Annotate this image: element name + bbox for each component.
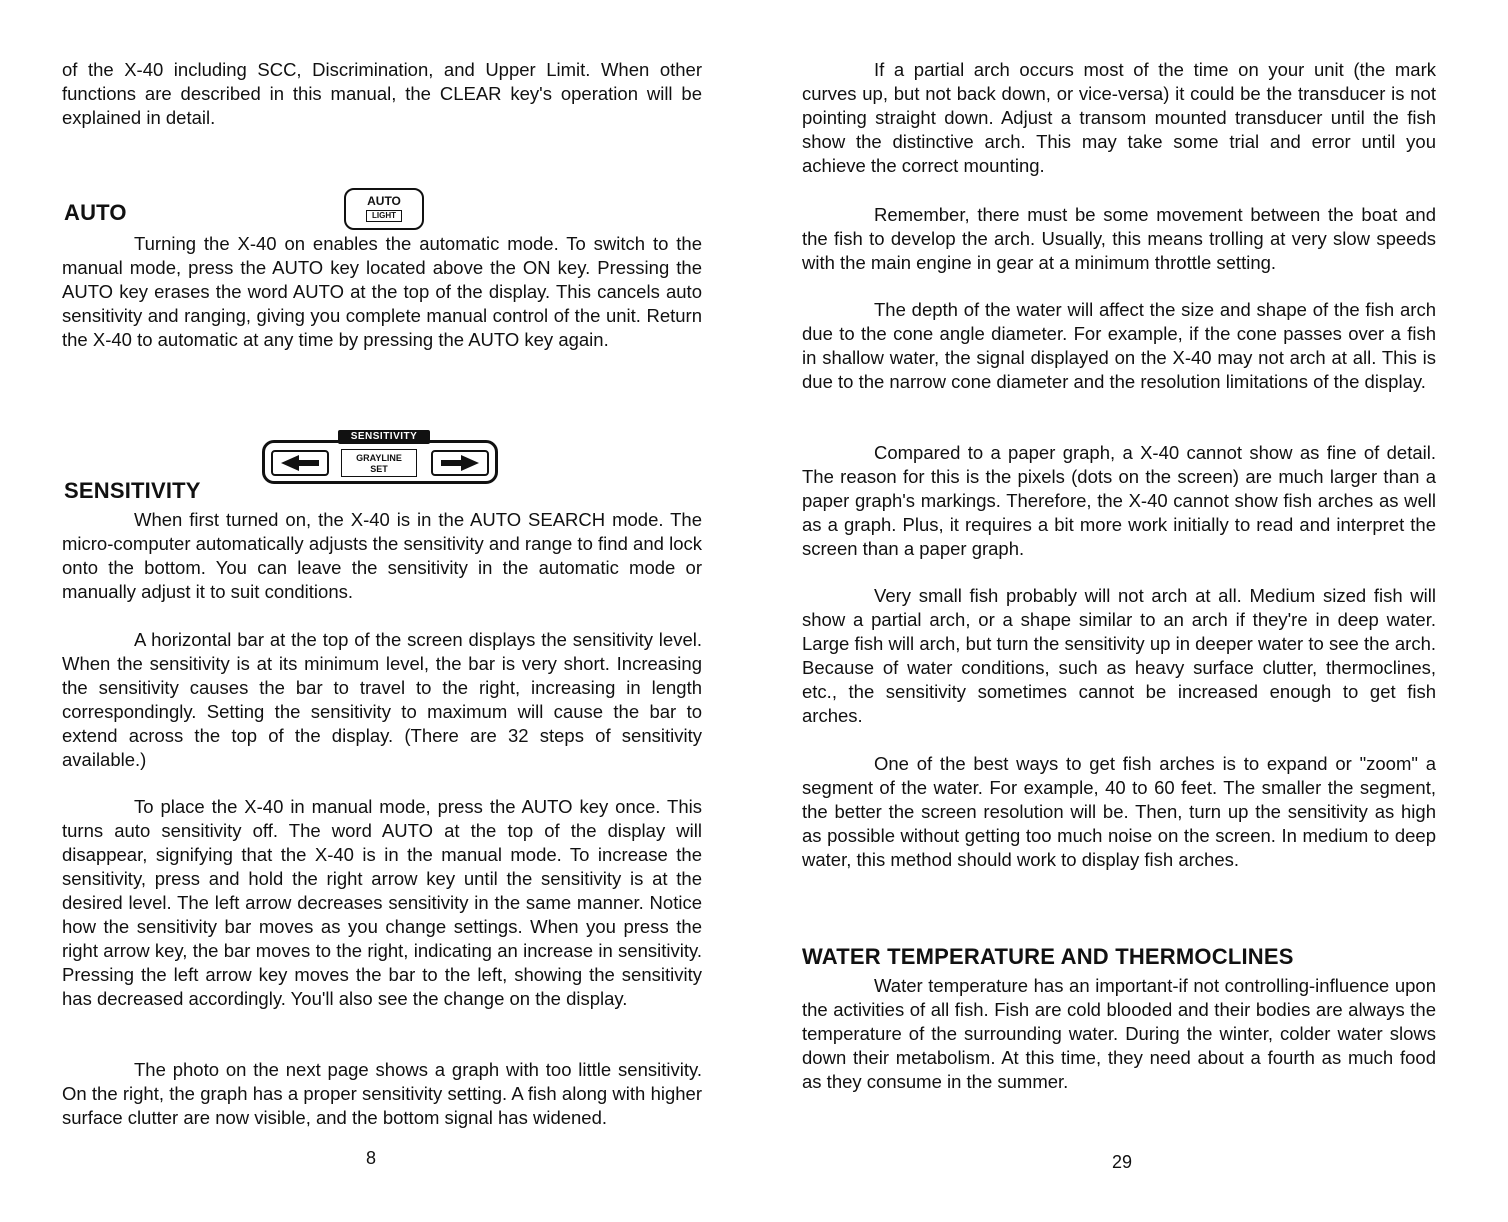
auto-heading: AUTO xyxy=(64,200,127,225)
sensitivity-key-label: SENSITIVITY xyxy=(338,430,430,444)
sensitivity-paragraph-2: A horizontal bar at the top of the screen displays the sensitivity level. When the sensitivity is at its minimum level, the bar is very short. Increasing the sensitivity causes the bar to travel to the right, increasing in length correspondingly. Setting the sensitivity to maximum will cause the bar to extend across the top of the display. (There are 32 steps of sensitivity available.) xyxy=(62,629,702,770)
auto-light-key xyxy=(344,188,424,230)
grayline-label: GRAYLINE xyxy=(356,453,402,463)
water-temperature-paragraph: Water temperature has an important-if not controlling-influence upon the activities of all fish. Fish are cold blooded and their bodies are always the temperature of the surrounding water. During the winter, colder water slows down their metabolism. At this time, they need about a fourth as much food as they consume in the summer. xyxy=(802,975,1436,1092)
arch-paragraph-2: Remember, there must be some movement between the boat and the fish to develop the arch. Usually, this means trolling at very slow speeds with the main engine in gear at a minimum throttle setting. xyxy=(802,204,1436,273)
right-page-number: 29 xyxy=(1112,1152,1133,1172)
water-temperature-heading: WATER TEMPERATURE AND THERMOCLINES xyxy=(802,944,1294,969)
arch-paragraph-1: If a partial arch occurs most of the time on your unit (the mark curves up, but not back down, or vice-versa) it could be the transducer is not pointing straight down. Adjust a transom mounted transducer until the fish show the distinctive arch. This may take some trial and error until you achieve the correct mounting. xyxy=(802,59,1436,176)
right-arrow-icon xyxy=(433,452,487,474)
right-arrow-key xyxy=(431,450,489,476)
arch-paragraph-4: Compared to a paper graph, a X-40 cannot show as fine of detail. The reason for this is the pixels (dots on the screen) are much larger than a paper graph's markings. Therefore, the X-40 cannot show fish arches as well as a graph. Plus, it requires a bit more work initially to read and interpret the screen than a paper graph. xyxy=(802,442,1436,559)
left-arrow-key xyxy=(271,450,329,476)
left-arrow-icon xyxy=(273,452,327,474)
arch-paragraph-5: Very small fish probably will not arch at all. Medium sized fish will show a partial arch, or a shape similar to an arch if they're in deep water. Large fish will arch, but turn the sensitivity up in deeper water to see the arch. Because of water conditions, such as heavy surface clutter, thermoclines, etc., the sensitivity sometimes cannot be increased enough to get fish arches. xyxy=(802,585,1436,726)
auto-paragraph: Turning the X-40 on enables the automatic mode. To switch to the manual mode, press the AUTO key located above the ON key. Pressing the AUTO key erases the word AUTO at the top of the display. This cancels auto sensitivity and ranging, giving you complete manual control of the unit. Return the X-40 to automatic at any time by pressing the AUTO key again. xyxy=(62,233,702,350)
sensitivity-keypad xyxy=(262,430,498,486)
sensitivity-paragraph-3: To place the X-40 in manual mode, press the AUTO key once. This turns auto sensitivity off. The word AUTO at the top of the display will disappear, signifying that the X-40 is in the manual mode. To increase the sensitivity, press and hold the right arrow key until the sensitivity is at the desired level. The left arrow decreases sensitivity in the same manner. Notice how the sensitivity bar moves as you change settings. When you press the right arrow key, the bar moves to the right, indicating an increase in sensitivity. Pressing the left arrow key moves the bar to the left, showing the sensitivity has decreased accordingly. You'll also see the change on the display. xyxy=(62,796,702,1009)
sensitivity-paragraph-1: When first turned on, the X-40 is in the AUTO SEARCH mode. The micro-computer automatically adjusts the sensitivity and range to find and lock onto the bottom. You can leave the sensitivity in the automatic mode or manually adjust it to suit conditions. xyxy=(62,509,702,602)
intro-paragraph: of the X-40 including SCC, Discrimination, and Upper Limit. When other functions are described in this manual, the CLEAR key's operation will be explained in detail. xyxy=(62,59,702,128)
left-page-number: 8 xyxy=(366,1148,377,1168)
set-label: SET xyxy=(370,464,388,474)
sensitivity-keypad-frame xyxy=(262,440,498,484)
arch-paragraph-3: The depth of the water will affect the size and shape of the fish arch due to the cone angle diameter. For example, if the cone passes over a fish in shallow water, the signal displayed on the X-40 may not arch at all. This is due to the narrow cone diameter and the resolution limitations of the display. xyxy=(802,299,1436,392)
sensitivity-paragraph-4: The photo on the next page shows a graph with too little sensitivity. On the right, the graph has a proper sensitivity setting. A fish along with higher surface clutter are now visible, and the bottom signal has widened. xyxy=(62,1059,702,1128)
light-key-label: LIGHT xyxy=(366,210,402,222)
sensitivity-heading: SENSITIVITY xyxy=(64,478,201,503)
auto-key-label: AUTO xyxy=(367,194,401,208)
grayline-set-key xyxy=(341,449,417,477)
arch-paragraph-6: One of the best ways to get fish arches is to expand or "zoom" a segment of the water. For example, 40 to 60 feet. The smaller the segment, the better the screen resolution will be. Then, turn up the sensitivity as high as possible without getting too much noise on the screen. In medium to deep water, this method should work to display fish arches. xyxy=(802,753,1436,870)
